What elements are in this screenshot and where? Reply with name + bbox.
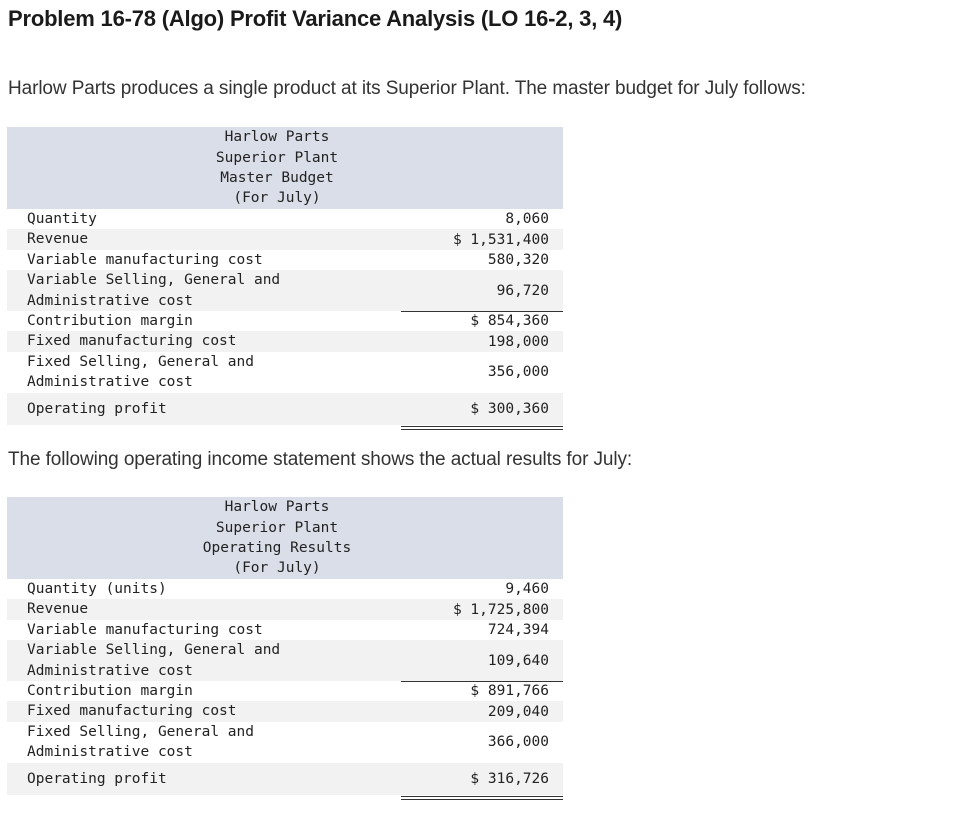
row-value: 96,720 [496,282,549,299]
row-label: Operating profit [27,400,167,417]
header-plant: Superior Plant [215,519,339,536]
row-label-line1: Variable Selling, General and [27,272,281,289]
row-label-line1: Fixed Selling, General and [27,353,254,370]
row-value: 209,040 [487,703,549,720]
row-label: Fixed manufacturing cost [27,703,237,720]
operating-results-table [7,497,563,795]
table-row [7,229,563,249]
row-value: 109,640 [487,652,549,669]
table-row [7,311,563,331]
table-row [7,701,563,721]
operating-results-header [7,497,563,579]
row-value: $ 854,360 [470,313,549,330]
row-label: Operating profit [27,770,167,787]
row-value: $ 891,766 [470,683,549,700]
row-label: Contribution margin [27,682,193,699]
header-statement: Operating Results [202,540,352,556]
table-row [7,352,563,393]
row-value: $ 300,360 [470,400,549,417]
header-period: (For July) [233,190,321,207]
row-label: Fixed manufacturing cost [27,333,237,350]
row-label [7,640,337,681]
total-double-rule-top [401,426,563,427]
row-label-line2: Administrative cost [27,662,193,679]
row-value: 198,000 [487,333,549,350]
row-value: $ 316,726 [470,770,549,787]
row-label: Quantity [27,211,97,227]
row-label-line2: Administrative cost [27,374,193,391]
row-value: $ 1,725,800 [452,601,549,618]
actual-results-paragraph: The following operating income statement shows the actual results for July: [8,449,633,470]
header-company: Harlow Parts [224,129,330,146]
row-value: 9,460 [505,581,549,598]
row-label: Variable manufacturing cost [27,621,263,638]
row-label-line2: Administrative cost [27,744,193,761]
row-label: Contribution margin [27,312,193,329]
problem-title: Problem 16-78 (Algo) Profit Variance Analysis (LO 16-2, 3, 4) [8,6,623,31]
table-row [7,722,563,763]
row-label: Revenue [27,231,89,248]
table-row [7,599,563,619]
master-budget-header [7,127,563,209]
master-budget-table [7,127,563,425]
row-label-line1: Variable Selling, General and [27,642,281,659]
total-double-rule-top [401,796,563,797]
row-value: 580,320 [487,251,549,268]
table-row [7,393,563,425]
table-row [7,620,563,640]
row-value: 724,394 [487,621,549,638]
row-label-line1: Fixed Selling, General and [27,723,254,740]
row-value: 356,000 [487,364,549,381]
row-label: Revenue [27,601,89,618]
row-label [7,352,337,393]
row-label [7,270,337,311]
header-statement: Master Budget [220,170,334,186]
table-row [7,640,563,681]
row-label: Quantity (units) [27,581,167,597]
table-row [7,763,563,795]
row-value: 8,060 [505,211,549,228]
row-value: 366,000 [487,734,549,751]
table-row [7,579,563,599]
total-double-rule-bottom [401,799,563,800]
table-row [7,331,563,351]
table-row [7,250,563,270]
table-row [7,209,563,229]
row-value: $ 1,531,400 [452,231,549,248]
header-plant: Superior Plant [215,149,339,166]
row-label-line2: Administrative cost [27,292,193,309]
row-label: Variable manufacturing cost [27,251,263,268]
total-double-rule-bottom [401,429,563,430]
table-row [7,270,563,311]
row-label [7,722,337,763]
header-company: Harlow Parts [224,499,330,516]
header-period: (For July) [233,560,321,577]
table-row [7,681,563,701]
intro-paragraph: Harlow Parts produces a single product at its Superior Plant. The master budget for July follows: [8,78,806,99]
